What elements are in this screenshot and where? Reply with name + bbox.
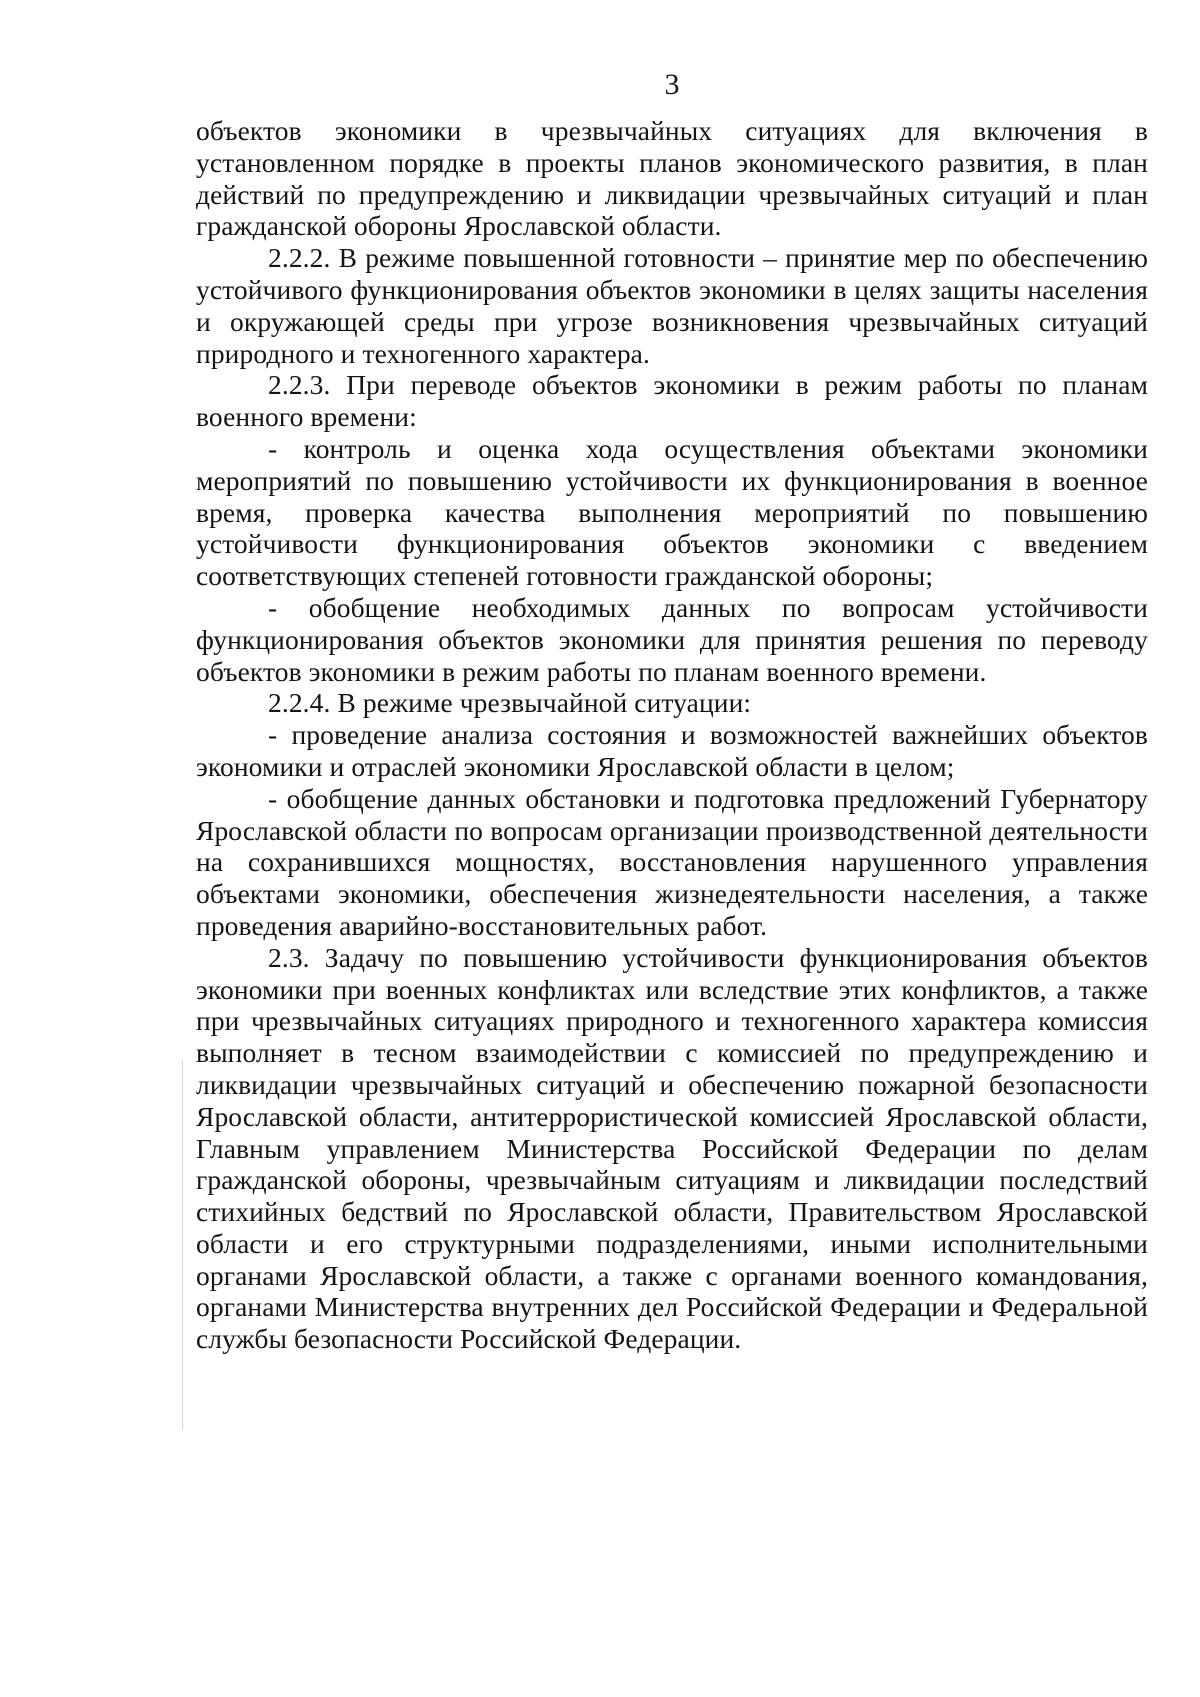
list-item-analysis: - проведение анализа состояния и возможностей важнейших объектов экономики и отраслей экономики Ярославской области в целом; xyxy=(196,719,1148,782)
paragraph-2-2-4: 2.2.4. В режиме чрезвычайной ситуации: xyxy=(268,687,752,719)
paragraph-continuation: объектов экономики в чрезвычайных ситуациях для включения в установленном порядке в проекты планов экономического развития, в план действий по предупреждению и ликвидации чрезвычайных ситуаций и план гражданской обороны Ярославской области. xyxy=(196,115,1148,242)
paragraph-2-2-2: 2.2.2. В режиме повышенной готовности – принятие мер по обеспечению устойчивого функционирования объектов экономики в целях защиты населения и окружающей среды при угрозе возникновения чрезвычайных ситуаций природного и техногенного характера. xyxy=(196,242,1148,369)
document-body xyxy=(196,115,1148,1355)
paragraph-2-2-3: 2.2.3. При переводе объектов экономики в режим работы по планам военного времени: xyxy=(196,369,1148,433)
paragraph-2-3: 2.3. Задачу по повышению устойчивости функционирования объектов экономики при военных конфликтах или вследствие этих конфликтов, а также при чрезвычайных ситуациях природного и техногенного характера комиссия выполняет в тесном взаимодействии с комиссией по предупреждению и ликвидации чрезвычайных ситуаций и обеспечению пожарной безопасности Ярославской области, антитеррористической комиссией Ярославской области, Главным управлением Министерства Российской Федерации по делам гражданской обороны, чрезвычайным ситуациям и ликвидации последствий стихийных бедствий по Ярославской области, Правительством Ярославской области и его структурными подразделениями, иными исполнительными органами Ярославской области, а также с органами военного командования, органами Министерства внутренних дел Российской Федерации и Федеральной службы безопасности Российской Федерации. xyxy=(196,941,1148,1355)
list-item-data-generalization: - обобщение необходимых данных по вопросам устойчивости функционирования объектов экономики для принятия решения по переводу объектов экономики в режим работы по планам военного времени. xyxy=(196,591,1148,687)
scan-edge-line xyxy=(182,1060,183,1430)
page-number: 3 xyxy=(664,68,680,101)
list-item-proposals: - обобщение данных обстановки и подготовка предложений Губернатору Ярославской области по вопросам организации производственной деятельности на сохранившихся мощностях, восстановления нарушенного управления объектами экономики, обеспечения жизнедеятельности населения, а также проведения аварийно-восстановительных работ. xyxy=(196,782,1148,941)
list-item-control-assessment: - контроль и оценка хода осуществления объектами экономики мероприятий по повышению устойчивости их функционирования в военное время, проверка качества выполнения мероприятий по повышению устойчивости функционирования объектов экономики с введением соответствующих степеней готовности гражданской обороны; xyxy=(196,432,1148,592)
